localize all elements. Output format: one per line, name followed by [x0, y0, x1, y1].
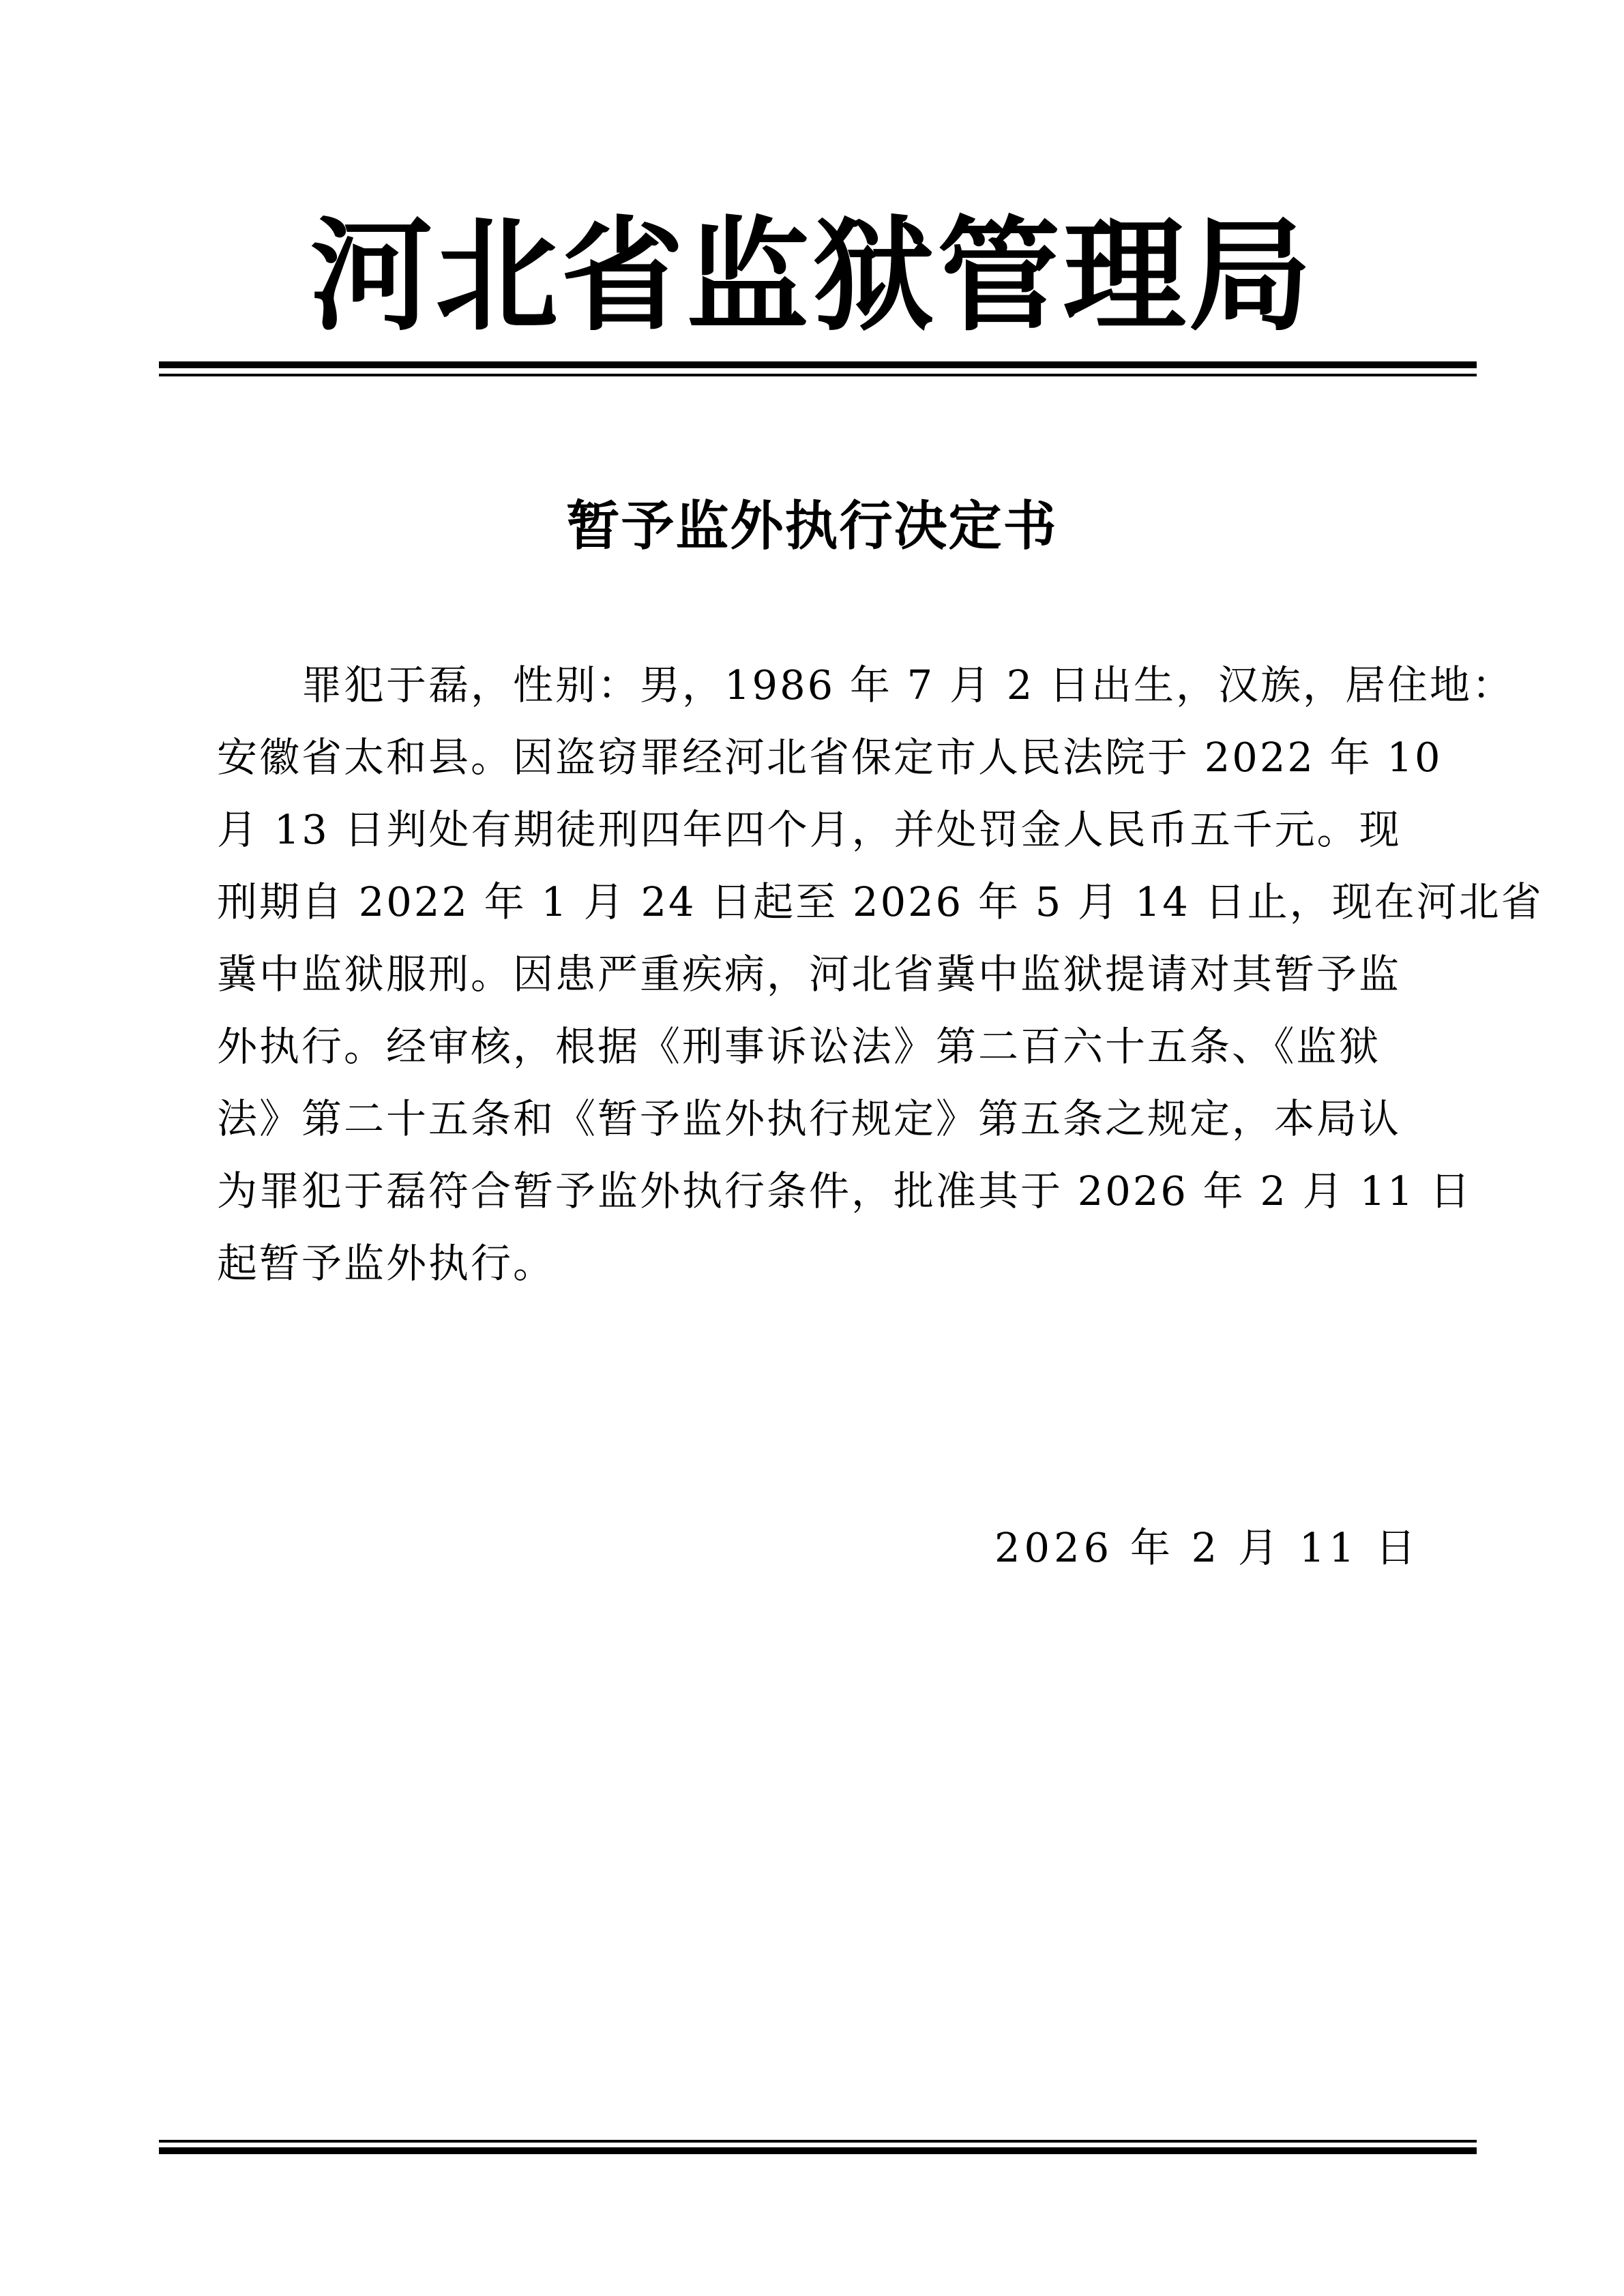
document-date: 2026 年 2 月 11 日	[994, 1524, 1420, 1571]
body-line: 法》第二十五条和《暂予监外执行规定》第五条之规定，本局认	[217, 1095, 1402, 1142]
body-line: 为罪犯于磊符合暂予监外执行条件，批准其于 2026 年 2 月 11 日	[217, 1167, 1473, 1214]
body-line: 月 13 日判处有期徒刑四年四个月，并处罚金人民币五千元。现	[217, 806, 1402, 853]
body-line: 刑期自 2022 年 1 月 24 日起至 2026 年 5 月 14 日止，现在河北省	[217, 878, 1544, 925]
header-rule-thin	[159, 374, 1477, 376]
body-line: 安徽省太和县。因盗窃罪经河北省保定市人民法院于 2022 年 10	[217, 734, 1443, 781]
issuing-organization-title: 河北省监狱管理局	[310, 204, 1314, 348]
footer-rule-thick	[159, 2147, 1477, 2154]
document-title: 暂予监外执行决定书	[566, 496, 1058, 557]
header-rule-thick	[159, 361, 1477, 368]
document-body	[217, 649, 1544, 1300]
body-line: 罪犯于磊，性别：男，1986 年 7 月 2 日出生，汉族，居住地：	[217, 661, 1514, 709]
footer-rule-thin	[159, 2140, 1477, 2143]
body-line: 冀中监狱服刑。因患严重疾病，河北省冀中监狱提请对其暂予监	[217, 951, 1402, 998]
body-line: 起暂予监外执行。	[217, 1240, 556, 1287]
body-line: 外执行。经审核，根据《刑事诉讼法》第二百六十五条、《监狱	[217, 1023, 1381, 1070]
